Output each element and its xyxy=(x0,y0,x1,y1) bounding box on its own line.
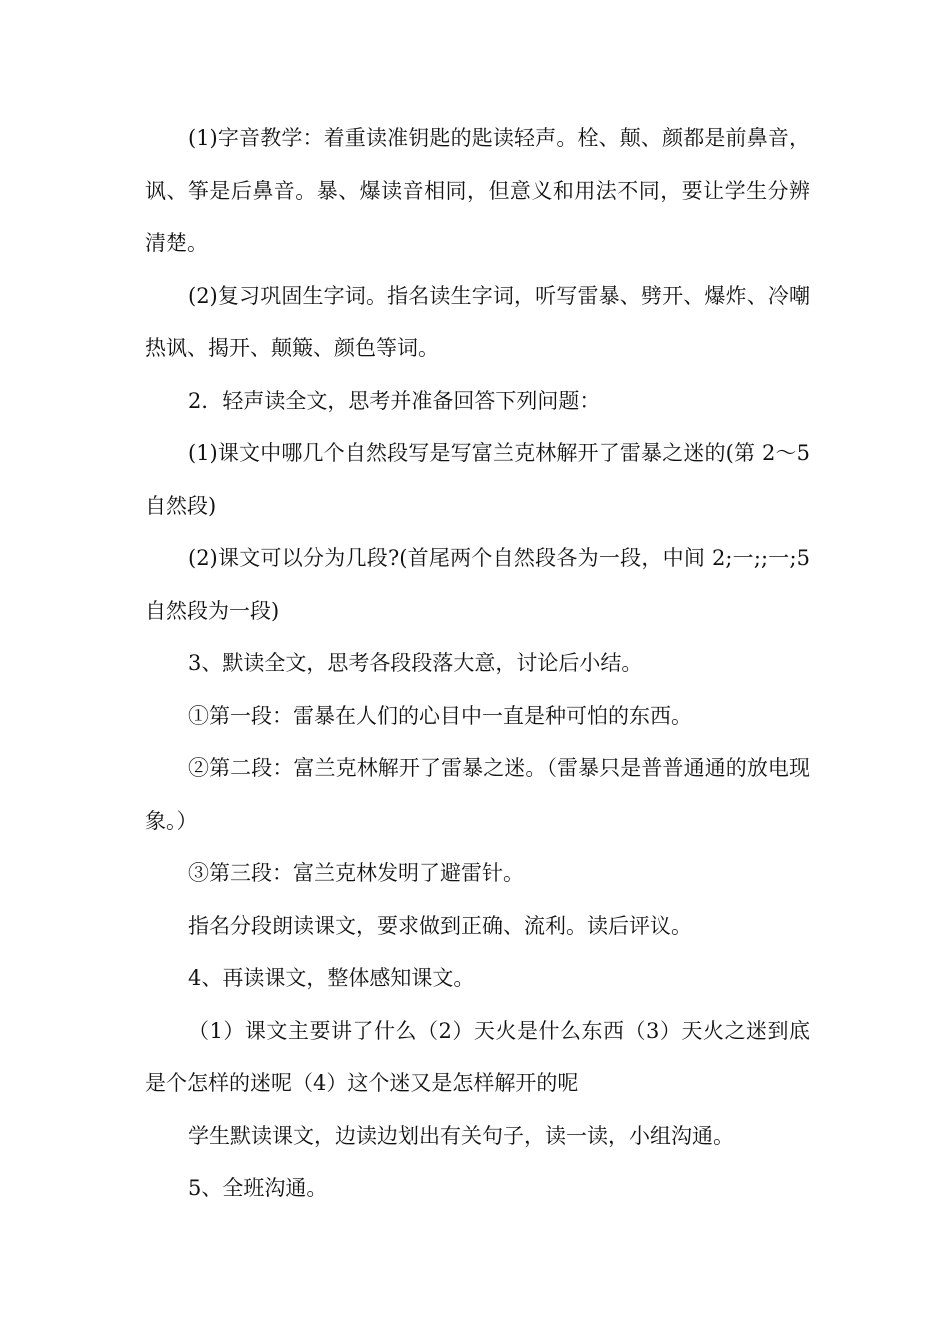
paragraph-step-4: 4、再读课文，整体感知课文。 xyxy=(188,966,475,990)
paragraph-step-2: 2．轻声读全文，思考并准备回答下列问题： xyxy=(188,388,601,413)
paragraph-silent-reading: 学生默读课文，边读边划出有关句子，读一读，小组沟通。 xyxy=(188,1123,734,1148)
paragraph-question-1: (1)课文中哪几个自然段写是写富兰克林解开了雷暴之迷的(第 2～5 自然段) xyxy=(145,441,817,518)
document-body xyxy=(145,112,817,1215)
paragraph-review-words: (2)复习巩固生字词。指名读生字词，听写雷暴、劈开、爆炸、冷嘲热讽、揭开、颠簸、颜色等词。 xyxy=(145,283,810,360)
paragraph-step-3: 3、默读全文，思考各段段落大意，讨论后小结。 xyxy=(188,651,643,675)
paragraph-section-1: ①第一段：雷暴在人们的心目中一直是种可怕的东西。 xyxy=(188,703,692,728)
paragraph-section-3: ③第三段：富兰克林发明了避雷针。 xyxy=(188,861,524,885)
paragraph-question-2: (2)课文可以分为几段?(首尾两个自然段各为一段，中间 2;一;;一;5 自然段为一段) xyxy=(145,546,817,623)
paragraph-step-5: 5、全班沟通。 xyxy=(188,1176,328,1200)
paragraph-questions-list: （1）课文主要讲了什么（2）天火是什么东西（3）天火之迷到底是个怎样的迷呢（4）这个迷又是怎样解开的呢 xyxy=(145,1018,810,1095)
paragraph-reading-aloud: 指名分段朗读课文，要求做到正确、流利。读后评议。 xyxy=(188,913,692,938)
paragraph-pronunciation: (1)字音教学：着重读准钥匙的匙读轻声。栓、颠、颜都是前鼻音，讽、筝是后鼻音。暴、爆读音相同，但意义和用法不同，要让学生分辨清楚。 xyxy=(145,126,810,255)
paragraph-section-2: ②第二段：富兰克林解开了雷暴之迷。（雷暴只是普普通通的放电现象。） xyxy=(145,756,810,833)
